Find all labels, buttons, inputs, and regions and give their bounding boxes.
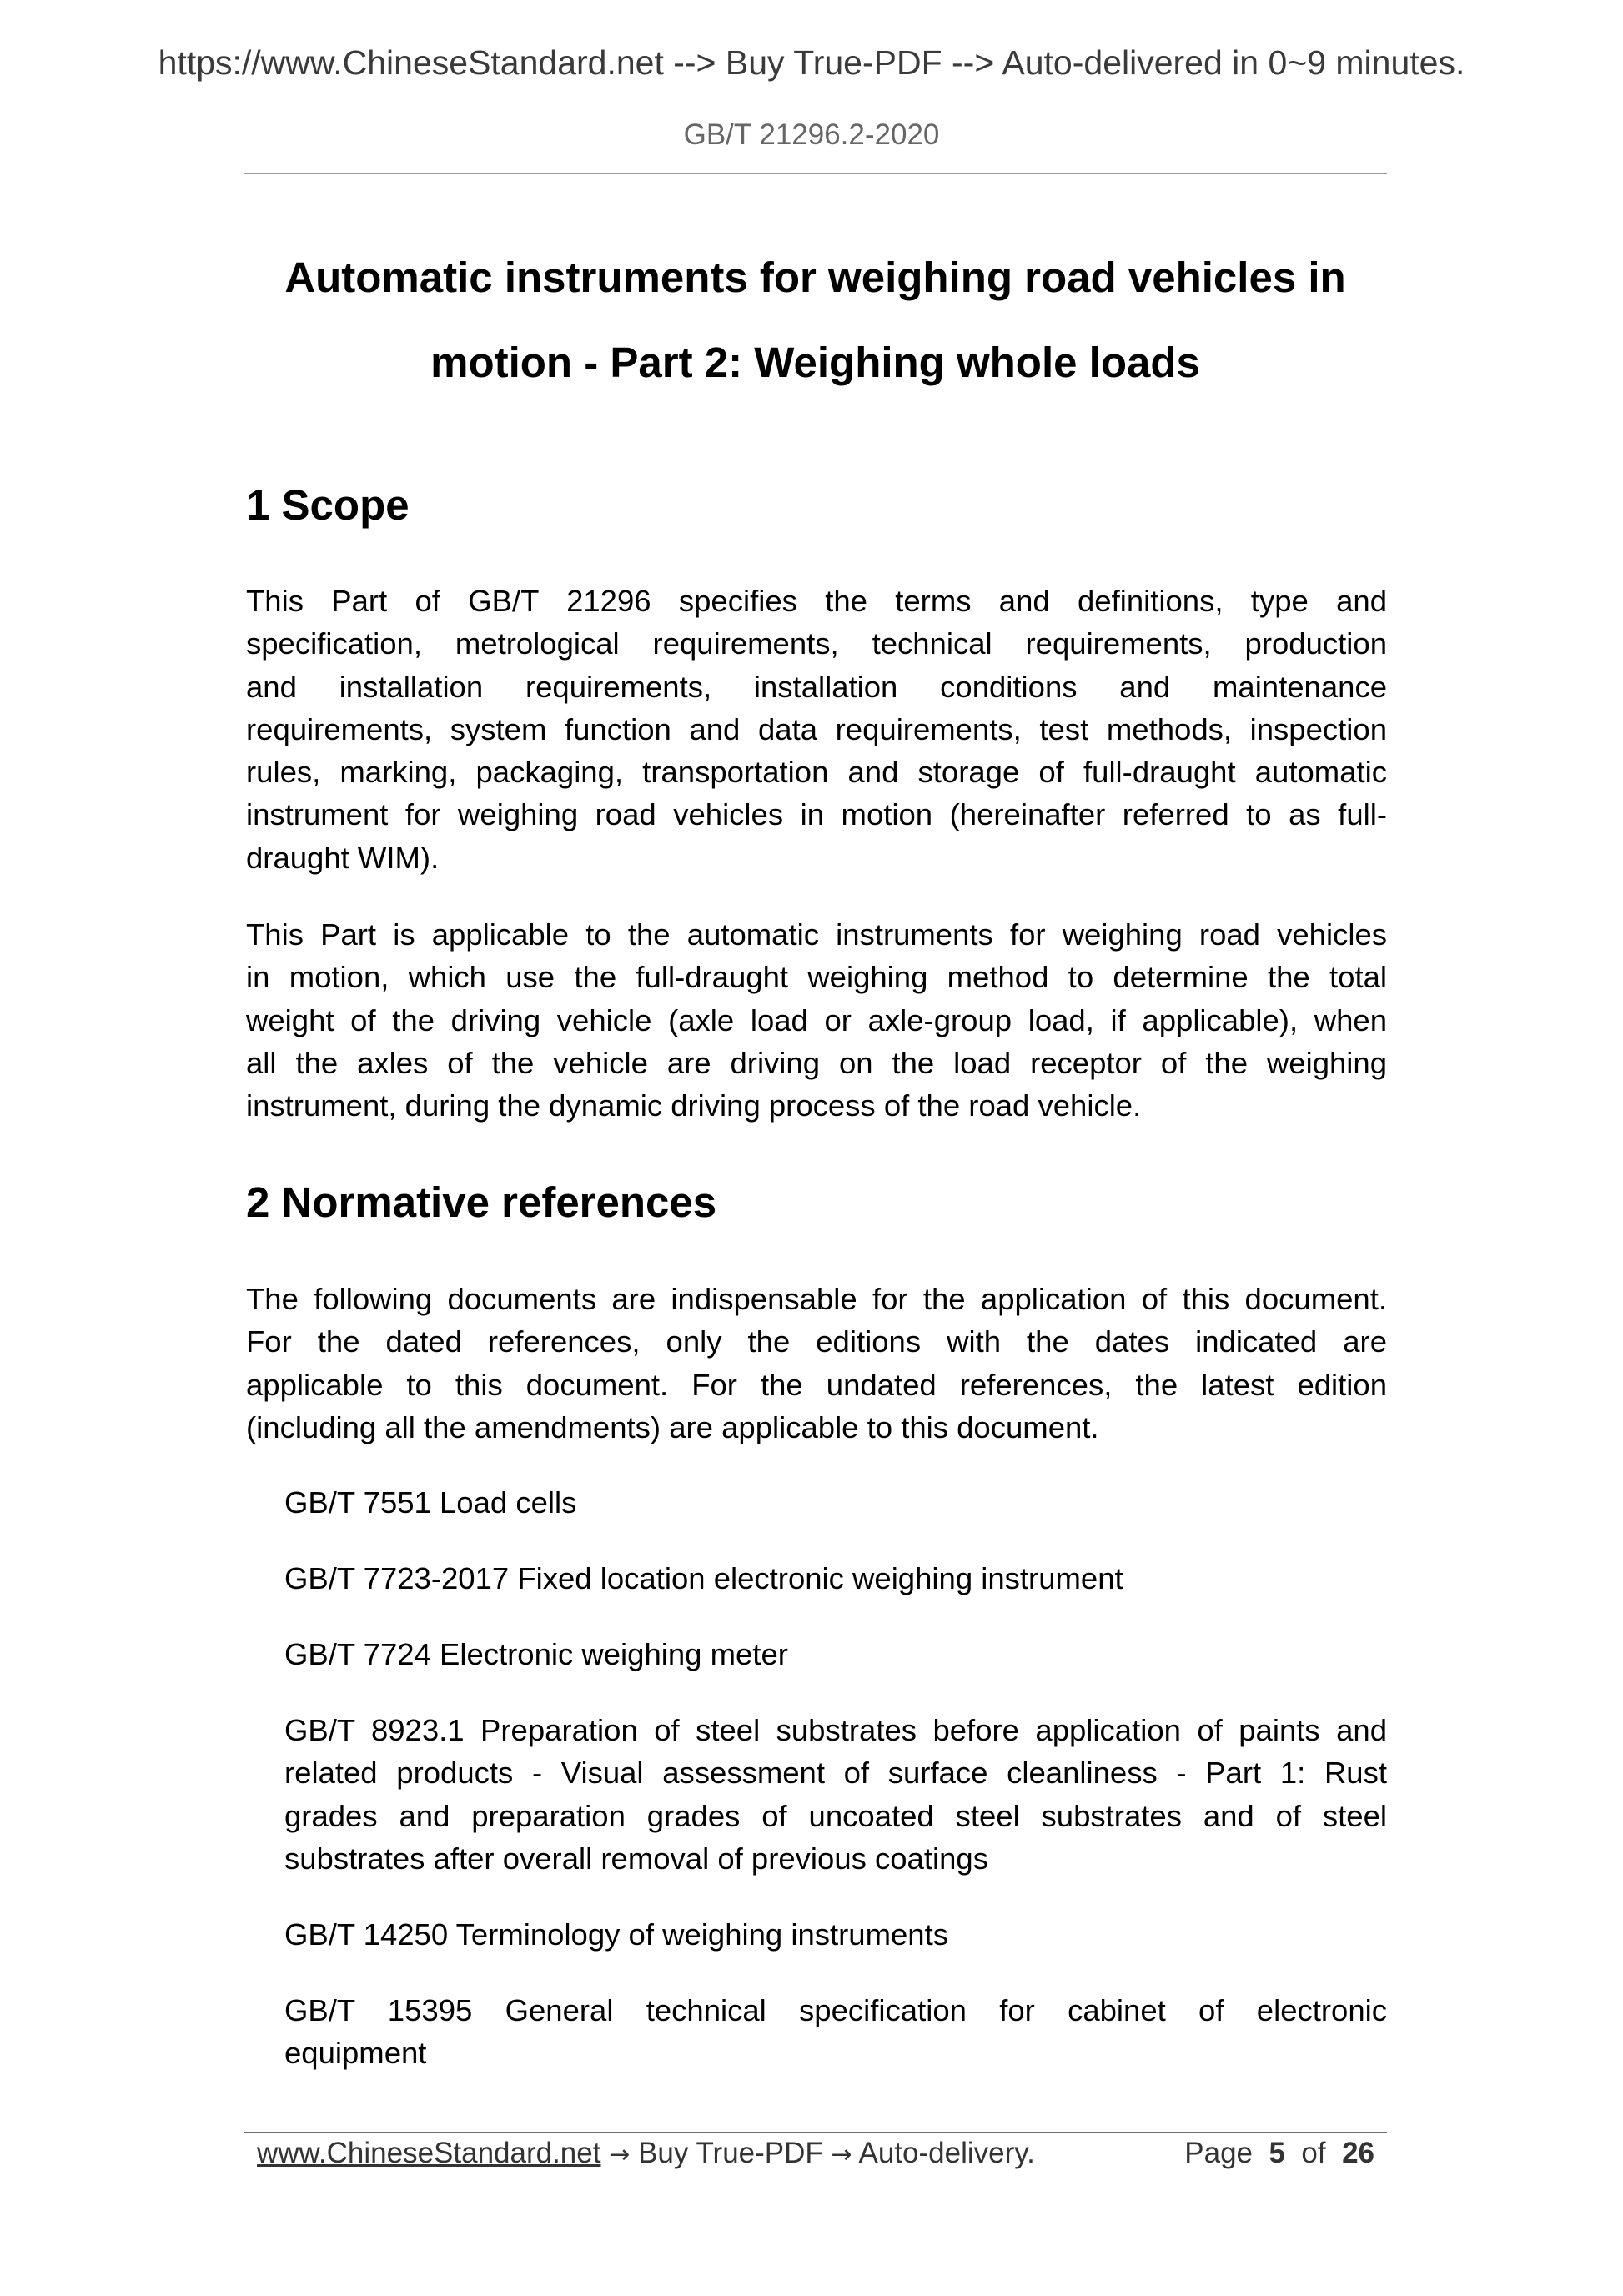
reference-line: GB/T 8923.1 Preparation of steel substrates before application of paints and [284, 1713, 1387, 1747]
text-line: rules, marking, packaging, transportation and storage of full-draught automatic [246, 755, 1387, 790]
text-line: The following documents are indispensable for the application of this document. [246, 1282, 1387, 1316]
text-line: instrument for weighing road vehicles in motion (hereinafter referred to as full- [246, 797, 1387, 832]
text-line: and installation requirements, installation conditions and maintenance [246, 669, 1387, 704]
reference-item [284, 1709, 1387, 1880]
reference-line: grades and preparation grades of uncoated steel substrates and of steel [284, 1798, 1387, 1833]
reference-item [284, 1989, 1387, 2075]
title-line-2: motion - Part 2: Weighing whole loads [430, 339, 1200, 386]
scope-paragraph-2 [246, 913, 1387, 1127]
page-label: Page [1184, 2137, 1254, 2169]
text-line: This Part is applicable to the automatic instruments for weighing road vehicles [246, 917, 1387, 952]
footer-divider [244, 2132, 1387, 2133]
text-line: applicable to this document. For the undated references, the latest edition [246, 1367, 1387, 1402]
text-line: For the dated references, only the editions with the dates indicated are [246, 1324, 1387, 1359]
title-line-1: Automatic instruments for weighing road vehicles in [284, 254, 1346, 301]
arrow-right-icon: → [831, 2140, 852, 2169]
reference-item [284, 1633, 1387, 1676]
header-banner: https://www.ChineseStandard.net --> Buy True-PDF --> Auto-delivered in 0~9 minutes. [158, 43, 1465, 82]
page-current: 5 [1269, 2137, 1285, 2169]
buy-true-pdf-text: Buy True-PDF [638, 2137, 823, 2169]
page-total: 26 [1342, 2137, 1374, 2169]
text-line: (including all the amendments) are applicable to this document. [246, 1409, 1099, 1444]
reference-line: substrates after overall removal of previous coatings [284, 1841, 988, 1876]
reference-line: equipment [284, 2036, 427, 2071]
arrow-right-icon: → [609, 2140, 631, 2169]
reference-line: related products - Visual assessment of surface cleanliness - Part 1: Rust [284, 1756, 1387, 1791]
normative-references-heading: 2 Normative references [246, 1178, 717, 1226]
text-line: instrument, during the dynamic driving process of the road vehicle. [246, 1088, 1142, 1123]
reference-item [284, 1557, 1387, 1600]
text-line: all the axles of the vehicle are driving on the load receptor of the weighing [246, 1045, 1387, 1080]
reference-line: GB/T 7551 Load cells [284, 1485, 577, 1520]
site-link[interactable]: www.ChineseStandard.net [257, 2137, 601, 2169]
reference-line: GB/T 7724 Electronic weighing meter [284, 1637, 788, 1671]
reference-item [284, 1481, 1387, 1524]
auto-delivery-text: Auto-delivery. [858, 2137, 1035, 2169]
reference-item [284, 1913, 1387, 1956]
text-line: draught WIM). [246, 840, 440, 875]
page-of: of [1301, 2137, 1326, 2169]
header-divider [244, 173, 1387, 174]
scope-paragraph-1 [246, 580, 1387, 879]
normative-intro-paragraph [246, 1278, 1387, 1449]
reference-line: GB/T 15395 General technical specification for cabinet of electronic [284, 1993, 1387, 2027]
text-line: requirements, system function and data requirements, test methods, inspection [246, 711, 1387, 746]
reference-line: GB/T 7723-2017 Fixed location electronic weighing instrument [284, 1561, 1123, 1595]
text-line: This Part of GB/T 21296 specifies the terms and definitions, type and [246, 584, 1387, 618]
standard-code: GB/T 21296.2-2020 [683, 118, 940, 151]
page-number [1184, 2137, 1374, 2170]
text-line: weight of the driving vehicle (axle load or axle-group load, if applicable), when [246, 1002, 1387, 1037]
document-title [244, 235, 1387, 405]
text-line: specification, metrological requirements, technical requirements, production [246, 626, 1387, 661]
footer-links [257, 2137, 1035, 2170]
reference-line: GB/T 14250 Terminology of weighing instruments [284, 1917, 948, 1952]
scope-heading: 1 Scope [246, 481, 410, 529]
text-line: in motion, which use the full-draught weighing method to determine the total [246, 960, 1387, 995]
